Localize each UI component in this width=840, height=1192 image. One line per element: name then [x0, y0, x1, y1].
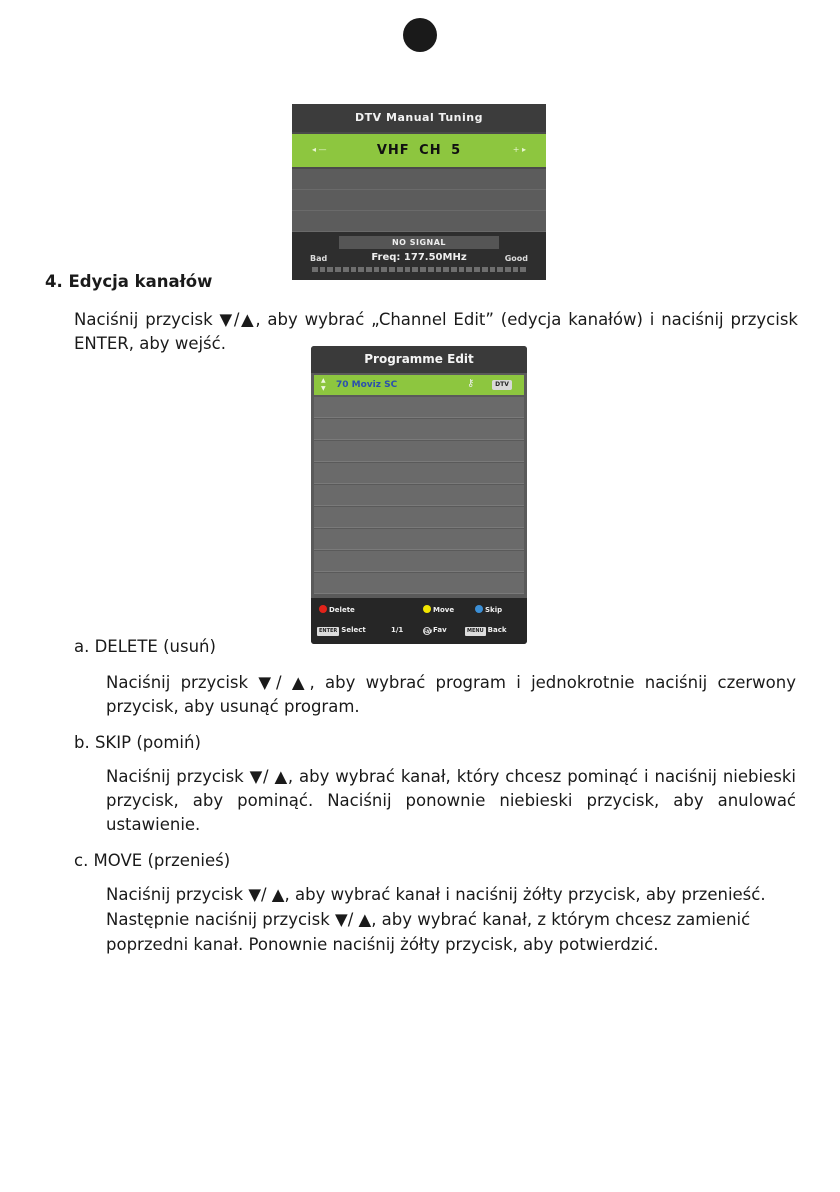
- dtv-signal-panel: [292, 232, 546, 280]
- fav-key-icon: FAV: [424, 629, 433, 634]
- enter-key-icon: ENTER: [319, 628, 338, 634]
- item-b-text: Naciśnij przycisk ▼/ ▲, aby wybrać kanał, który chcesz pominąć i naciśnij niebieski przycisk, aby pominąć. Naciśnij ponownie niebieski przycisk, aby anulować ustawienie.: [106, 767, 796, 834]
- item-c-line-2: Następnie naciśnij przycisk ▼/ ▲, aby wybrać kanał, z którym chcesz zamienić: [106, 910, 751, 929]
- channel-row-empty: [314, 419, 524, 440]
- programme-edit-screen: [311, 346, 527, 644]
- section-heading: 4. Edycja kanałów: [45, 272, 213, 291]
- legend-fav: FAVFav: [424, 626, 447, 634]
- dtv-empty-row: [292, 211, 546, 232]
- programme-edit-legend: [311, 598, 527, 644]
- lock-key-icon: ⚷: [467, 378, 475, 389]
- right-arrow-icon: + ▸: [512, 145, 526, 154]
- dtv-manual-tuning-screen: [292, 104, 546, 280]
- dtv-screen-title: DTV Manual Tuning: [292, 104, 546, 132]
- channel-row-empty: [314, 397, 524, 418]
- channel-row-empty: [314, 441, 524, 462]
- item-a-label: a. DELETE (usuń): [74, 637, 216, 656]
- channel-row-empty: [314, 463, 524, 484]
- programme-edit-title: Programme Edit: [311, 346, 527, 373]
- blue-button-icon: [475, 605, 483, 613]
- dtv-empty-row: [292, 169, 546, 190]
- bad-label: Bad: [310, 254, 328, 263]
- up-down-arrows-icon: ▲ ▼: [321, 377, 326, 392]
- red-button-icon: [319, 605, 327, 613]
- dtv-empty-row: [292, 190, 546, 211]
- page-marker-dot: [403, 18, 437, 52]
- good-label: Good: [504, 254, 528, 263]
- channel-row-empty: [314, 507, 524, 528]
- signal-strength-bar: [312, 267, 526, 272]
- legend-skip: Skip: [475, 605, 502, 615]
- dtv-channel-selector: [292, 134, 546, 167]
- channel-row-empty: [314, 485, 524, 506]
- channel-row-empty: [314, 573, 524, 594]
- item-a-text: Naciśnij przycisk ▼/ ▲, aby wybrać program i jednokrotnie naciśnij czerwony przycisk, aby usunąć program.: [106, 673, 796, 716]
- legend-move: Move: [423, 605, 454, 615]
- legend-select: ENTER Select: [319, 626, 366, 634]
- dtv-channel-value: VHF CH 5: [376, 143, 462, 158]
- left-arrow-icon: ◂ —: [312, 145, 327, 154]
- yellow-button-icon: [423, 605, 431, 613]
- legend-back: MENU Back: [467, 626, 507, 634]
- legend-page-indicator: 1/1: [391, 626, 404, 634]
- intro-line-2: ENTER, aby wejść.: [74, 334, 226, 353]
- legend-delete: Delete: [319, 605, 355, 615]
- item-c-line-3: poprzedni kanał. Ponownie naciśnij żółty przycisk, aby potwierdzić.: [106, 935, 659, 954]
- menu-key-icon: MENU: [467, 628, 484, 634]
- item-c-line-1: Naciśnij przycisk ▼/ ▲, aby wybrać kanał i naciśnij żółty przycisk, aby przenieść.: [106, 885, 766, 904]
- item-b-label: b. SKIP (pomiń): [74, 733, 201, 752]
- dtv-tag: DTV: [492, 380, 512, 390]
- intro-line-1: Naciśnij przycisk ▼/▲, aby wybrać „Channel Edit” (edycja kanałów) i naciśnij przycisk: [74, 310, 798, 329]
- channel-row-empty: [314, 529, 524, 550]
- channel-name: 70 Moviz SC: [336, 380, 398, 390]
- selected-channel-row: [314, 375, 524, 395]
- channel-row-empty: [314, 551, 524, 572]
- frequency-readout: Freq: 177.50MHz: [371, 252, 467, 263]
- no-signal-status: NO SIGNAL: [339, 236, 499, 249]
- item-c-label: c. MOVE (przenieś): [74, 851, 231, 870]
